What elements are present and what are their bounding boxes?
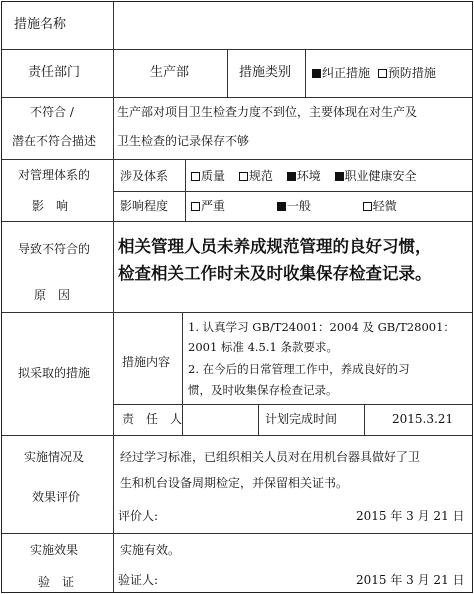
col-divider [305, 49, 306, 97]
implementation-label-line1: 实施情况及 [24, 450, 85, 464]
checkbox-checked-icon [287, 172, 296, 181]
measure-type-options [312, 67, 436, 79]
checkbox-checked-icon [335, 172, 344, 181]
evaluator-label: 评价人: [118, 509, 159, 523]
effect-label-line1: 实施效果 [30, 543, 79, 557]
description-line2: 卫生检查的记录保存不够 [117, 134, 250, 148]
responsible-dept-label: 责任部门 [28, 65, 81, 80]
system-option-ohs[interactable]: 职业健康安全 [335, 169, 417, 183]
cause-line1: 相关管理人员未养成规范管理的良好习惯， [118, 237, 432, 256]
action-label: 拟采取的措施 [18, 366, 91, 380]
verification-date: 2015 年 3 月 21 日 [356, 573, 465, 587]
row-divider [2, 159, 472, 160]
verifier-label: 验证人: [118, 573, 159, 587]
action-content-label: 措施内容 [122, 355, 171, 369]
measure-type-option-corrective[interactable]: 纠正措施 [312, 66, 370, 80]
nonconformity-label-line2: 潜在不符合描述 [12, 134, 97, 148]
cause-label-line2: 原 因 [34, 288, 71, 302]
effect-value: 实施有效。 [120, 543, 181, 557]
system-option-quality[interactable]: 质量 [191, 169, 225, 183]
row-divider [2, 97, 472, 98]
degree-option-general[interactable]: 一般 [277, 199, 311, 213]
measure-type-label: 措施类别 [239, 65, 292, 80]
checkbox-empty-icon [191, 172, 200, 181]
cause-line2: 检查相关工作时未及时收集保存检查记录。 [118, 264, 432, 283]
measure-name-label: 措施名称 [14, 17, 67, 32]
implementation-label-line2: 效果评价 [32, 490, 81, 504]
effect-label-line2: 验 证 [38, 575, 75, 589]
system-option-environment[interactable]: 环境 [287, 169, 321, 183]
row-divider [2, 49, 472, 50]
checkbox-empty-icon [239, 172, 248, 181]
action-line4: 惯，及时收集保存检查记录。 [188, 383, 338, 397]
col-divider [185, 159, 186, 221]
row-divider [114, 404, 472, 405]
measure-type-option-preventive[interactable]: 预防措施 [378, 66, 436, 80]
checkbox-empty-icon [363, 202, 372, 211]
impact-label-line2: 影 响 [32, 199, 69, 213]
degree-label: 影响程度 [120, 199, 169, 213]
row-divider [2, 312, 472, 313]
corrective-action-form [1, 1, 473, 593]
evaluation-date: 2015 年 3 月 21 日 [356, 509, 465, 523]
responsible-person-label: 责 任 人 [122, 412, 183, 426]
col-divider [227, 49, 228, 97]
action-line2: 2001 标准 4.5.1 条款要求。 [188, 340, 338, 354]
row-divider [114, 191, 472, 192]
col-divider [113, 2, 114, 592]
implementation-line2: 生和机台设备周期检定，并保留相关证书。 [120, 476, 349, 490]
row-divider [2, 533, 472, 534]
row-divider [2, 435, 472, 436]
action-line3: 2. 在今后的日常管理工作中，养成良好的习 [188, 362, 410, 376]
col-divider [258, 404, 259, 435]
degree-option-severe[interactable]: 严重 [191, 199, 225, 213]
action-line1: 1. 认真学习 GB/T24001：2004 及 GB/T28001： [188, 320, 455, 334]
plan-date-label: 计划完成时间 [265, 412, 338, 426]
degree-options [191, 200, 397, 212]
row-divider [2, 221, 472, 222]
system-options [191, 170, 417, 182]
cause-label-line1: 导致不符合的 [18, 242, 91, 256]
checkbox-empty-icon [378, 69, 387, 78]
plan-date-value: 2015.3.21 [392, 412, 454, 426]
responsible-dept-value: 生产部 [150, 65, 190, 80]
system-option-standard[interactable]: 规范 [239, 169, 273, 183]
col-divider [182, 312, 183, 435]
system-label: 涉及体系 [120, 169, 169, 183]
impact-label-line1: 对管理体系的 [18, 168, 91, 182]
description-line1: 生产部对项目卫生检查力度不到位，主要体现在对生产及 [117, 105, 418, 119]
degree-option-minor[interactable]: 轻微 [363, 199, 397, 213]
implementation-line1: 经过学习标准，已组织相关人员对在用机台器具做好了卫 [120, 450, 421, 464]
nonconformity-label-line1: 不符合 / [30, 105, 74, 119]
checkbox-checked-icon [277, 202, 286, 211]
checkbox-checked-icon [312, 69, 321, 78]
col-divider [364, 404, 365, 435]
checkbox-empty-icon [191, 202, 200, 211]
